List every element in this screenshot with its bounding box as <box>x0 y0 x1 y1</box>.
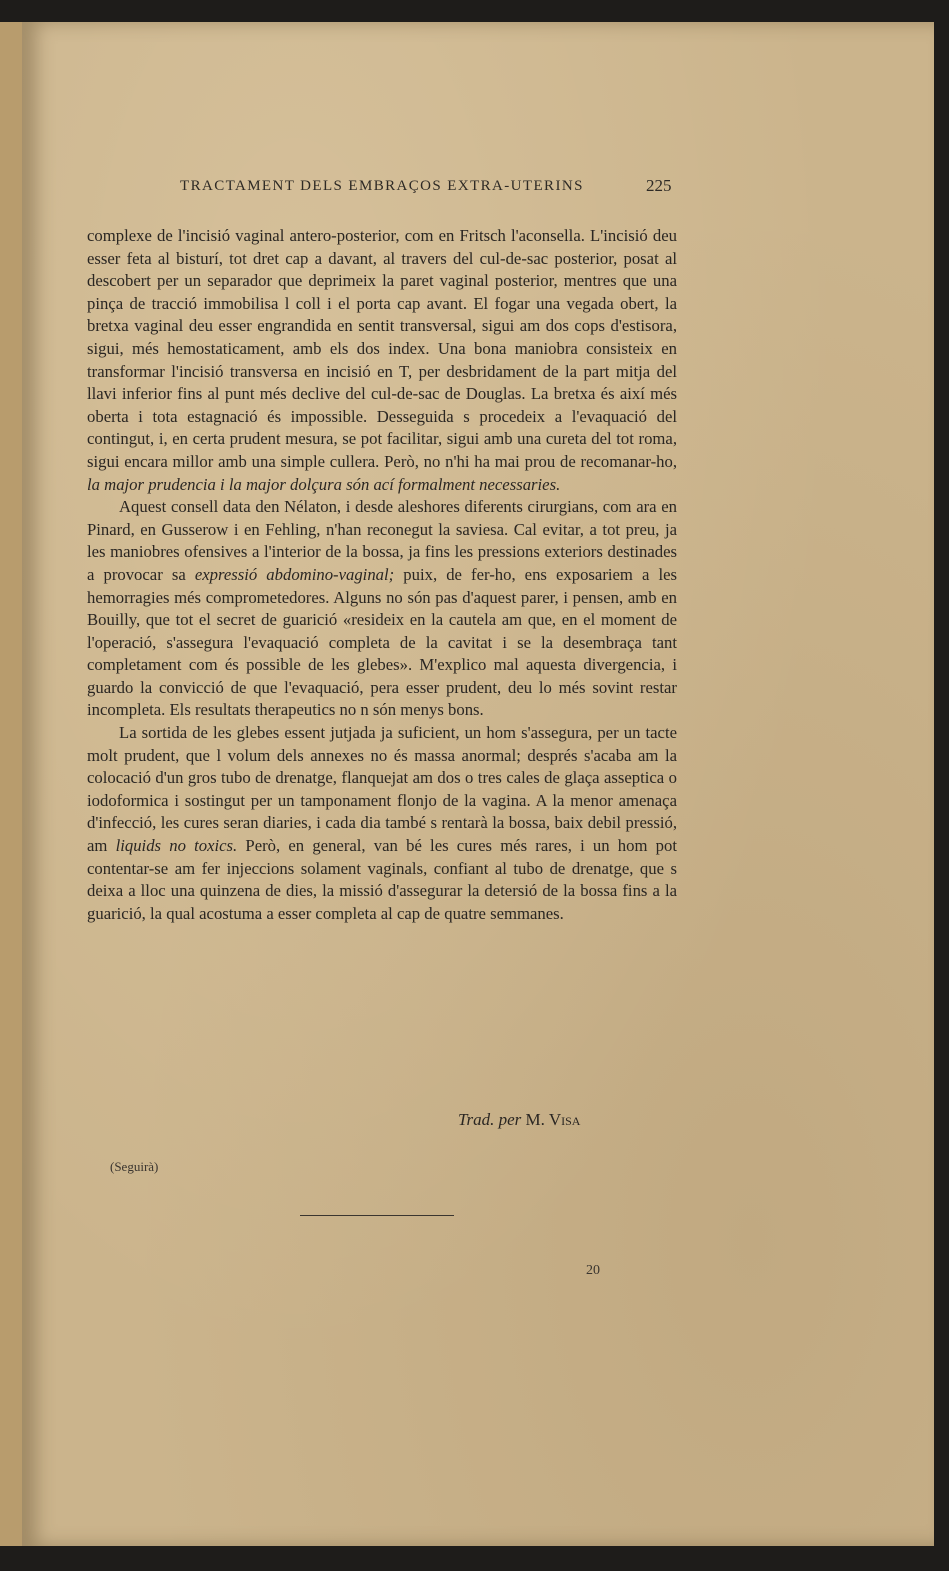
paragraph-1-text: complexe de l'incisió vaginal antero-posterior, com en Fritsch l'aconsella. L'incisió deu esser feta al bisturí, tot dret cap a davant, al travers del cul-de-sac posterior, posat al descobert per un separador que deprimeix la paret vaginal posterior, mentres que una pinça de tracció immobilisa l coll i el porta cap avant. El fogar una vegada obert, la bretxa vaginal deu esser engrandida en sentit transversal, sigui am dos cops d'estisora, sigui, més hemostaticament, amb els dos index. Una bona maniobra consisteix en transformar l'incisió transversa en incisió en T, per desbridament de la part mitja del llavi inferior fins al punt més declive del cul-de-sac de Douglas. La bretxa és així més oberta i tota estagnació és impossible. Desseguida s procedeix a l'evaquació del contingut, i, en certa prudent mesura, se pot facilitar, sigui amb una cureta del tot roma, sigui encara millor amb una simple cullera. Però, no n'hi ha mai prou de recomanar-ho, <box>87 226 677 471</box>
running-title: TRACTAMENT DELS EMBRAÇOS EXTRA-UTERINS <box>180 178 584 194</box>
body-text <box>87 225 677 925</box>
paragraph-1 <box>87 225 677 496</box>
continued-note: (Seguirà) <box>110 1159 159 1174</box>
translator-prefix: Trad. per <box>458 1110 522 1129</box>
paragraph-3 <box>87 722 677 925</box>
page-spine-edge <box>0 22 22 1546</box>
page-number: 225 <box>646 176 672 195</box>
paragraph-3-text-start: La sortida de les glebes essent jutjada ja suficient, un hom s'assegura, per un tacte molt prudent, que l volum dels annexes no és massa anormal; després s'acaba am la colocació d'un gros tubo de drenatge, flanquejat am dos o tres cales de glaça asseptica o iodoformica i sostingut per un tamponament flonjo de la vagina. A la menor amenaça d'infecció, les cures seran diaries, i cada dia també s rentarà la bossa, baix debil pressió, am <box>87 723 677 856</box>
translator-credit <box>458 1110 580 1130</box>
paragraph-3-italic: liquids no toxics. <box>115 836 238 856</box>
paragraph-2 <box>87 496 677 722</box>
paragraph-2-text-end: puix, de fer-ho, ens exposariem a les hemorragies més comprometedores. Alguns no són pas d'aquest parer, i pensen, amb en Bouilly, que tot el secret de guarició «resideix en la cautela am que, en el moment de l'operació, s'assegura l'evaquació completa de la cavitat i se la desembraça tant completament com és possible de les glebes». M'explico mal aquesta divergencia, i guardo la convicció de que l'evaquació, pera esser prudent, deu lo més sovint restar incompleta. Els resultats therapeutics no n són menys bons. <box>87 564 677 720</box>
paragraph-1-italic: la major prudencia i la major dolçura són ací formalment necessaries. <box>87 474 561 494</box>
printer-signature-mark: 20 <box>586 1263 600 1278</box>
paragraph-2-italic: expressió abdomino-vaginal; <box>194 564 395 584</box>
section-rule <box>300 1215 454 1216</box>
translator-name: M. Visa <box>525 1110 581 1129</box>
paragraph-2-text-start: Aquest consell data den Nélaton, i desde aleshores diferents cirurgians, com ara en Pinard, en Gusserow i en Fehling, n'han reconegut la saviesa. Cal evitar, a tot preu, ja les maniobres ofensives a l'interior de la bossa, ja fins les pressions exteriors destinades a provocar sa <box>87 497 677 584</box>
paragraph-3-text-end: Però, en general, van bé les cures més rares, i un hom pot contentar-se am fer injeccions solament vaginals, confiant al tubo de drenatge, que s deixa a lloc una quinzena de dies, la missió d'assegurar la detersió de la bossa fins a la guarició, la qual acostuma a esser completa al cap de quatre semmanes. <box>87 836 677 923</box>
